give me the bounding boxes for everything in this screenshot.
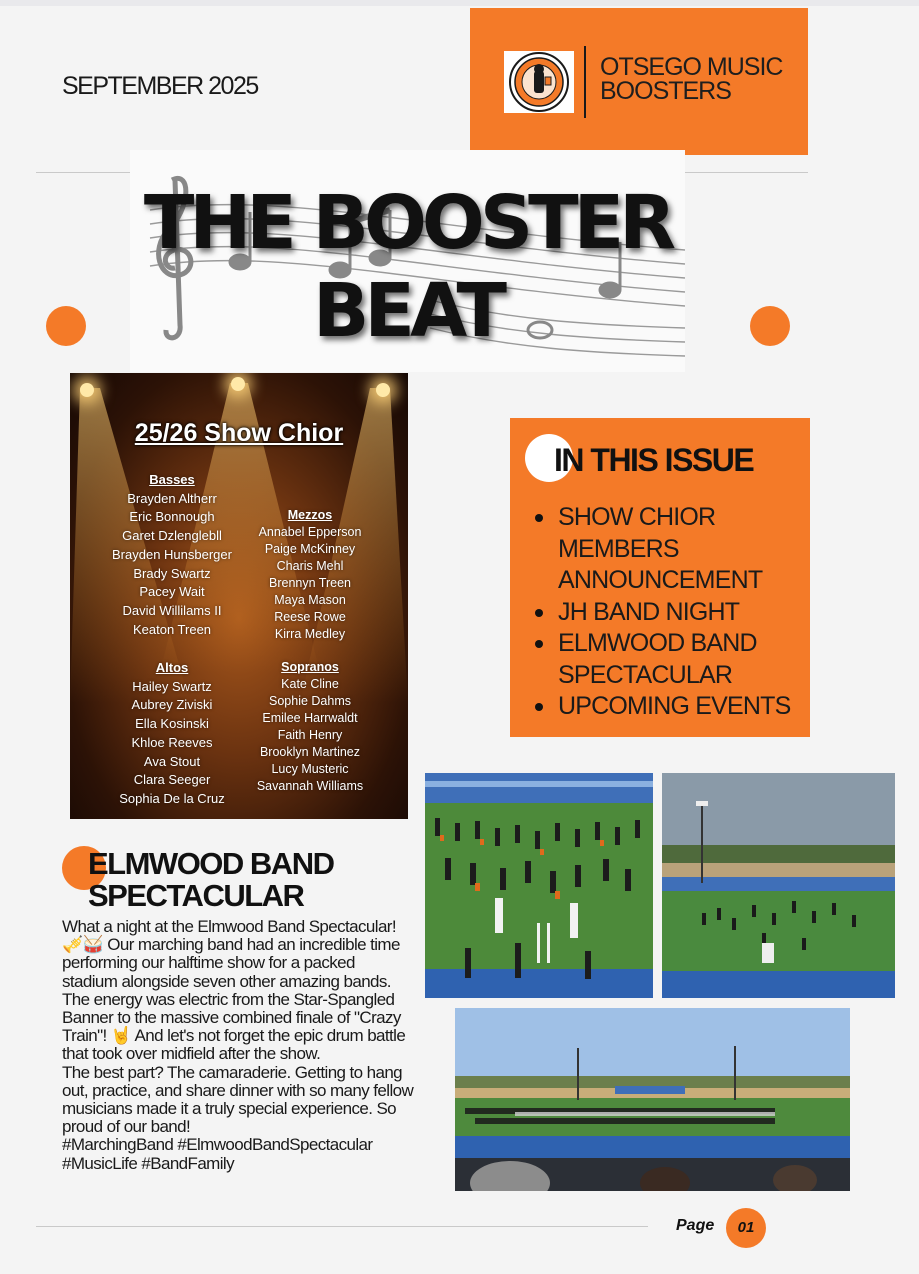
in-this-issue-title: IN THIS ISSUE — [554, 442, 754, 478]
article-paragraph: The energy was electric from the Star-Spangled Banner to the massive combined finale of "Crazy Train"! 🤘 And let's not forget the epic drum battle that took over midfield after the show. — [62, 989, 406, 1064]
spotlight-lamp-icon — [231, 377, 245, 391]
brand-name: OTSEGO MUSIC BOOSTERS — [600, 53, 783, 105]
section-heading: Mezzos — [287, 508, 333, 522]
article-paragraph: The best part? The camaraderie. Getting to hang out, practice, and share dinner with so many fellow musicians made it a truly special experience. So proud of our band! — [62, 1062, 414, 1137]
member-name: Garet Dzlenglebll — [122, 528, 222, 544]
issue-list-item: SHOW CHIOR MEMBERS ANNOUNCEMENT — [532, 502, 802, 597]
masthead-title-line2: BEAT — [313, 268, 502, 354]
section-heading: Basses — [149, 472, 195, 487]
page-number: 01 — [726, 1208, 766, 1248]
choir-section-basses — [92, 471, 252, 639]
member-name: Ella Kosinski — [135, 716, 209, 732]
masthead — [130, 150, 685, 372]
issue-list — [532, 502, 802, 723]
masthead-title-line1: THE BOOSTER — [143, 180, 672, 266]
article-paragraph: What a night at the Elmwood Band Spectacular!🎺🥁 Our marching band had an incredible time performing our halftime show for a packed stadium alongside seven other amazing bands. — [62, 917, 400, 991]
footer-rule — [36, 1226, 648, 1227]
member-name: Emilee Harrwaldt — [262, 711, 358, 725]
spotlight-lamp-icon — [376, 383, 390, 397]
member-name: Maya Mason — [274, 593, 346, 607]
member-name: Khloe Reeves — [131, 734, 213, 750]
boosters-logo-seal-icon — [504, 51, 574, 113]
member-name: Paige McKinney — [264, 542, 356, 556]
orange-accent-dot-left — [46, 306, 86, 346]
choir-poster-title: 25/26 Show Chior — [134, 419, 344, 447]
section-heading: Altos — [155, 660, 189, 675]
issue-list-item: UPCOMING EVENTS — [532, 691, 802, 723]
choir-section-mezzos — [246, 507, 374, 643]
member-name: David Willilams II — [122, 602, 222, 618]
member-name: Brady Swartz — [133, 565, 211, 581]
member-name: Sophie Dahms — [269, 694, 351, 708]
issue-list-item: JH BAND NIGHT — [532, 597, 802, 629]
member-name: Savannah Williams — [256, 779, 364, 793]
member-name: Lucy Musteric — [271, 762, 349, 776]
member-name: Faith Henry — [277, 728, 343, 742]
member-name: Reese Rowe — [274, 610, 346, 624]
member-name: Brayden Altherr — [127, 490, 217, 506]
article-hashtags: #MarchingBand #ElmwoodBandSpectacular #MusicLife #BandFamily — [62, 1135, 373, 1173]
member-name: Keaton Treen — [132, 621, 212, 637]
band-photo-formation-closeup — [425, 773, 653, 998]
member-name: Charis Mehl — [276, 559, 344, 573]
member-name: Hailey Swartz — [132, 678, 212, 694]
band-photo-combined-finale — [455, 1008, 850, 1191]
choir-poster — [70, 373, 408, 819]
page-label: Page — [676, 1217, 715, 1234]
member-name: Brayden Hunsberger — [112, 546, 232, 562]
article-body — [62, 918, 414, 1173]
boosters-logo — [504, 51, 574, 113]
band-photo-field-wide — [662, 773, 895, 998]
issue-list-item: ELMWOOD BAND SPECTACULAR — [532, 628, 802, 691]
article-title-line2: SPECTACULAR — [88, 878, 304, 913]
marching-band-photo-icon — [425, 773, 653, 998]
choir-section-altos — [92, 659, 252, 809]
stadium-field-photo-icon — [662, 773, 895, 998]
member-name: Kate Cline — [281, 677, 339, 691]
choir-section-sopranos — [246, 659, 374, 795]
issue-date: SEPTEMBER 2025 — [62, 72, 258, 100]
member-name: Pacey Wait — [139, 584, 205, 600]
member-name: Kirra Medley — [274, 627, 346, 641]
member-name: Brennyn Treen — [269, 576, 351, 590]
member-name: Eric Bonnough — [129, 509, 215, 525]
member-name: Clara Seeger — [133, 772, 211, 788]
member-name: Brooklyn Martinez — [259, 745, 361, 759]
member-name: Sophia De la Cruz — [119, 790, 225, 806]
spotlight-lamp-icon — [80, 383, 94, 397]
brand-divider — [584, 46, 586, 118]
member-name: Aubrey Ziviski — [131, 697, 213, 713]
member-name: Ava Stout — [143, 753, 201, 769]
combined-bands-photo-icon — [455, 1008, 850, 1191]
member-name: Annabel Epperson — [258, 525, 362, 539]
section-heading: Sopranos — [281, 660, 339, 674]
orange-accent-dot-right — [750, 306, 790, 346]
brand-banner — [470, 8, 808, 155]
article-title — [88, 848, 333, 912]
in-this-issue-box — [510, 418, 810, 737]
article-title-line1: ELMWOOD BAND — [88, 846, 334, 881]
top-strip — [0, 0, 919, 6]
